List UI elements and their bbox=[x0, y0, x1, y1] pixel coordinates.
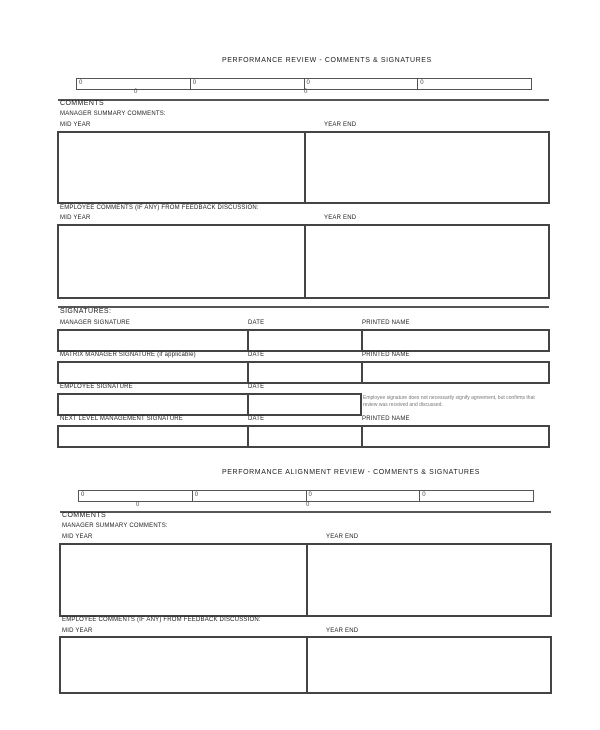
mid-year-comment-field[interactable] bbox=[61, 638, 308, 692]
section-rule bbox=[58, 306, 549, 308]
year-end-label: YEAR END bbox=[324, 122, 357, 128]
signature-field[interactable] bbox=[59, 395, 249, 414]
date-field[interactable] bbox=[249, 395, 360, 414]
review2-title: PERFORMANCE ALIGNMENT REVIEW - COMMENTS & SIGNATURES bbox=[222, 469, 481, 476]
manager-comments-box bbox=[57, 131, 550, 204]
date-label: DATE bbox=[248, 416, 265, 422]
printed-name-label: PRINTED NAME bbox=[362, 320, 410, 326]
employee-signature-label: EMPLOYEE SIGNATURE bbox=[60, 384, 133, 390]
header-cell: 0 bbox=[420, 80, 424, 86]
employee-comments-box bbox=[59, 636, 552, 694]
date-label: DATE bbox=[248, 320, 265, 326]
manager-comments-box bbox=[59, 543, 552, 617]
employee-signature-row bbox=[57, 393, 362, 416]
section-rule bbox=[60, 511, 551, 513]
manager-summary-label: MANAGER SUMMARY COMMENTS: bbox=[60, 111, 166, 117]
employee-comments-label: EMPLOYEE COMMENTS (IF ANY) FROM FEEDBACK DISCUSSION: bbox=[60, 205, 259, 211]
date-label: DATE bbox=[248, 384, 265, 390]
comments-heading: COMMENTS bbox=[60, 100, 105, 107]
mid-year-comment-field[interactable] bbox=[59, 226, 306, 297]
mid-year-label: MID YEAR bbox=[60, 215, 91, 221]
year-end-label: YEAR END bbox=[324, 215, 357, 221]
header-cell: 0 bbox=[307, 491, 421, 501]
date-field[interactable] bbox=[249, 427, 363, 446]
date-label: DATE bbox=[248, 352, 265, 358]
printed-name-label: PRINTED NAME bbox=[362, 352, 410, 358]
mid-year-comment-field[interactable] bbox=[59, 133, 306, 202]
date-field[interactable] bbox=[249, 363, 363, 382]
mid-year-label: MID YEAR bbox=[60, 122, 91, 128]
employee-signature-note: Employee signature does not necessarily signify agreement, but confirms that review was received and discussed. bbox=[363, 395, 535, 408]
year-end-comment-field[interactable] bbox=[308, 638, 550, 692]
subzero: 0 bbox=[306, 502, 310, 508]
printed-name-field[interactable] bbox=[363, 427, 548, 446]
subzero: 0 bbox=[136, 502, 140, 508]
header-cell: 0 bbox=[191, 79, 305, 89]
section-rule bbox=[58, 99, 549, 101]
date-field[interactable] bbox=[249, 331, 363, 350]
subzero: 0 bbox=[304, 89, 308, 95]
header-cell: 0 bbox=[422, 492, 426, 498]
next-level-signature-label: NEXT LEVEL MANAGEMENT SIGNATURE bbox=[60, 416, 184, 422]
signatures-heading: SIGNATURES: bbox=[60, 308, 112, 315]
header-cell: 0 bbox=[77, 79, 191, 89]
comments-heading: COMMENTS bbox=[62, 512, 107, 519]
year-end-label: YEAR END bbox=[326, 534, 359, 540]
year-end-comment-field[interactable] bbox=[306, 133, 548, 202]
header-cell: 0 bbox=[79, 491, 193, 501]
printed-name-label: PRINTED NAME bbox=[362, 416, 410, 422]
review1-title: PERFORMANCE REVIEW - COMMENTS & SIGNATURES bbox=[222, 57, 432, 64]
matrix-manager-signature-row bbox=[57, 361, 550, 384]
header-cell: 0 bbox=[305, 79, 419, 89]
mid-year-label: MID YEAR bbox=[62, 628, 93, 634]
signature-field[interactable] bbox=[59, 363, 249, 382]
matrix-manager-signature-label: MATRIX MANAGER SIGNATURE (if applicable) bbox=[60, 352, 196, 358]
signature-field[interactable] bbox=[59, 331, 249, 350]
manager-summary-label: MANAGER SUMMARY COMMENTS: bbox=[62, 523, 168, 529]
employee-comments-label: EMPLOYEE COMMENTS (IF ANY) FROM FEEDBACK DISCUSSION: bbox=[62, 617, 261, 623]
manager-signature-row bbox=[57, 329, 550, 352]
subzero: 0 bbox=[134, 89, 138, 95]
mid-year-comment-field[interactable] bbox=[61, 545, 308, 615]
next-level-signature-row bbox=[57, 425, 550, 448]
year-end-comment-field[interactable] bbox=[308, 545, 550, 615]
printed-name-field[interactable] bbox=[363, 331, 548, 350]
header-cell: 0 bbox=[193, 491, 307, 501]
signature-field[interactable] bbox=[59, 427, 249, 446]
employee-comments-box bbox=[57, 224, 550, 299]
printed-name-field[interactable] bbox=[363, 363, 548, 382]
manager-signature-label: MANAGER SIGNATURE bbox=[60, 320, 130, 326]
mid-year-label: MID YEAR bbox=[62, 534, 93, 540]
year-end-comment-field[interactable] bbox=[306, 226, 548, 297]
year-end-label: YEAR END bbox=[326, 628, 359, 634]
review2-header-row bbox=[78, 490, 534, 502]
